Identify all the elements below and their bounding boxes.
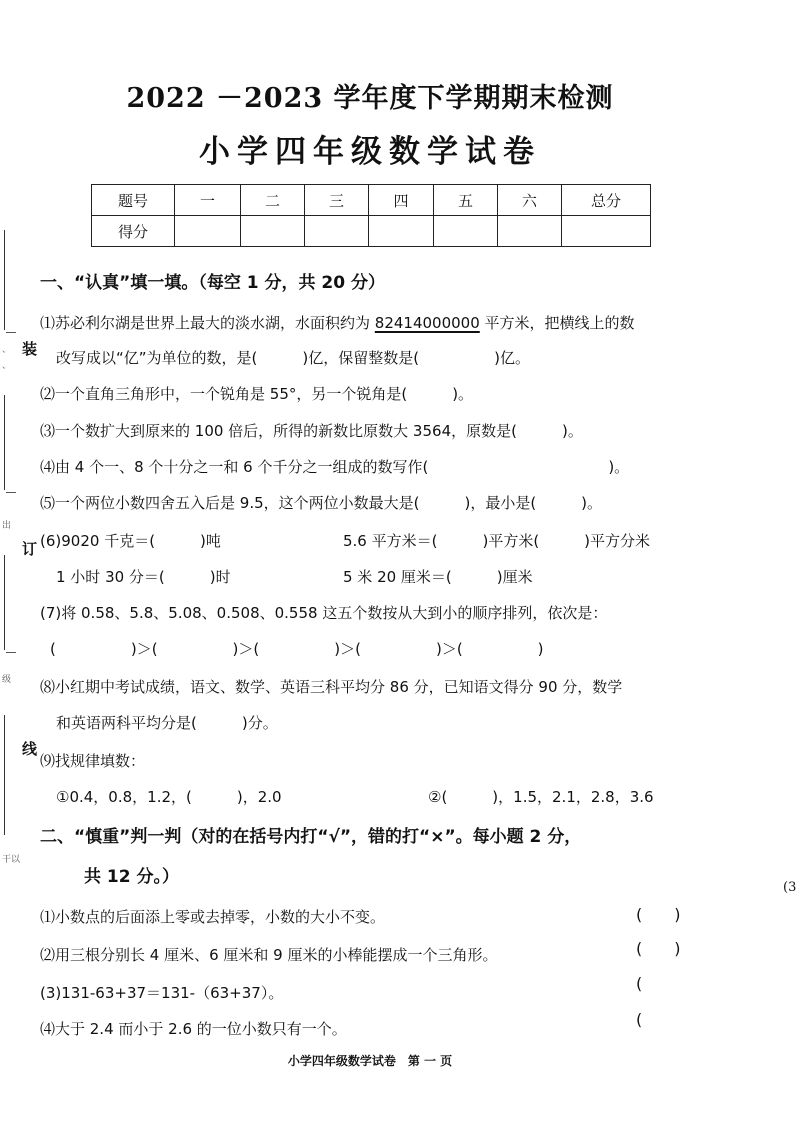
- question-6c: 1 小时 30 分＝( )时: [56, 568, 231, 586]
- question-9b: ②( )，1.5，2.1，2.8，3.6: [428, 788, 654, 806]
- score-header-cell: 四: [369, 185, 434, 216]
- binding-mark-zhuang: 装: [22, 340, 38, 358]
- binding-mark-ding: 订: [22, 540, 38, 558]
- binding-fragment: 干以: [2, 855, 21, 865]
- binding-dash: [6, 652, 16, 653]
- score-cell[interactable]: [175, 216, 241, 247]
- score-row: [92, 216, 651, 247]
- binding-dash: [6, 492, 16, 493]
- score-header-cell: 一: [175, 185, 241, 216]
- question-6a: (6)9020 千克＝( )吨: [40, 532, 221, 550]
- section1-title: 一、“认真”填一填。（每空 1 分，共 20 分）: [40, 273, 386, 293]
- score-header-cell: 六: [498, 185, 562, 216]
- edge-mark: (3: [783, 880, 796, 895]
- exam-title: 2022 －2023 学年度下学期期末检测: [126, 83, 614, 114]
- score-cell[interactable]: [562, 216, 651, 247]
- score-table: [91, 184, 651, 247]
- score-header-cell: 总分: [562, 185, 651, 216]
- answer-paren-1[interactable]: ( ): [636, 905, 681, 924]
- score-cell[interactable]: [498, 216, 562, 247]
- binding-line: [4, 555, 5, 650]
- question-1-text: 平方米，把横线上的数: [479, 314, 635, 332]
- question-8: ⑻小红期中考试成绩，语文、数学、英语三科平均分 86 分，已知语文得分 90 分，数学: [40, 678, 623, 696]
- judge-question-4: ⑷大于 2.4 而小于 2.6 的一位小数只有一个。: [40, 1020, 347, 1038]
- answer-paren-2[interactable]: ( ): [636, 939, 681, 958]
- binding-line: [4, 230, 5, 330]
- binding-fragment: 、: [2, 361, 12, 371]
- judge-question-3: (3)131-63+37＝131-（63+37）。: [40, 984, 284, 1002]
- answer-paren-3[interactable]: (: [636, 974, 643, 993]
- binding-dash: [6, 332, 16, 333]
- score-cell[interactable]: [434, 216, 498, 247]
- question-1-line2: 改写成以“亿”为单位的数，是( )亿，保留整数是( )亿。: [56, 349, 530, 367]
- score-cell[interactable]: [305, 216, 369, 247]
- question-1: [40, 312, 635, 333]
- exam-subtitle: 小学四年级数学试卷: [199, 134, 541, 170]
- binding-mark-xian: 线: [22, 740, 38, 758]
- question-9a: ①0.4，0.8，1.2，( )，2.0: [56, 788, 282, 806]
- section2-title: 二、“慎重”判一判（对的在括号内打“√”，错的打“×”。每小题 2 分，: [40, 827, 582, 847]
- binding-fragment: 级: [2, 675, 12, 685]
- question-9: ⑼找规律填数：: [40, 752, 146, 770]
- answer-paren-4[interactable]: (: [636, 1010, 643, 1029]
- question-2: ⑵一个直角三角形中，一个锐角是 55°，另一个锐角是( )。: [40, 385, 474, 403]
- section2-title-line2: 共 12 分。）: [84, 867, 179, 887]
- underlined-number: 82414000000: [374, 314, 480, 332]
- question-1-text: ⑴苏必利尔湖是世界上最大的淡水湖，水面积约为: [40, 314, 375, 332]
- score-cell[interactable]: [369, 216, 434, 247]
- judge-question-2: ⑵用三根分别长 4 厘米、6 厘米和 9 厘米的小棒能摆成一个三角形。: [40, 946, 498, 964]
- binding-fragment: 、: [2, 345, 12, 355]
- score-header-cell: 三: [305, 185, 369, 216]
- binding-line: [4, 395, 5, 490]
- score-header-cell: 五: [434, 185, 498, 216]
- question-6d: 5 米 20 厘米＝( )厘米: [343, 568, 533, 586]
- score-header-cell: 二: [241, 185, 305, 216]
- score-row-label: 得分: [92, 216, 175, 247]
- binding-fragment: 出: [2, 521, 12, 531]
- question-5: ⑸一个两位小数四舍五入后是 9.5，这个两位小数最大是( )，最小是( )。: [40, 494, 603, 512]
- question-7-blanks: ( )＞( )＞( )＞( )＞( ): [50, 640, 544, 658]
- question-4: ⑷由 4 个一、8 个十分之一和 6 个千分之一组成的数写作( )。: [40, 458, 630, 476]
- question-7: (7)将 0.58、5.8、5.08、0.508、0.558 这五个数按从大到小的顺序排列，依次是：: [40, 604, 608, 622]
- judge-question-1: ⑴小数点的后面添上零或去掉零，小数的大小不变。: [40, 908, 386, 926]
- question-6b: 5.6 平方米＝( )平方米( )平方分米: [343, 532, 651, 550]
- binding-line: [4, 715, 5, 835]
- score-cell[interactable]: [241, 216, 305, 247]
- score-header-row: [92, 185, 651, 216]
- question-3: ⑶一个数扩大到原来的 100 倍后，所得的新数比原数大 3564，原数是( )。: [40, 422, 583, 440]
- question-8-line2: 和英语两科平均分是( )分。: [56, 714, 278, 732]
- page-footer: 小学四年级数学试卷 第 一 页: [287, 1054, 453, 1068]
- score-header-cell: 题号: [92, 185, 175, 216]
